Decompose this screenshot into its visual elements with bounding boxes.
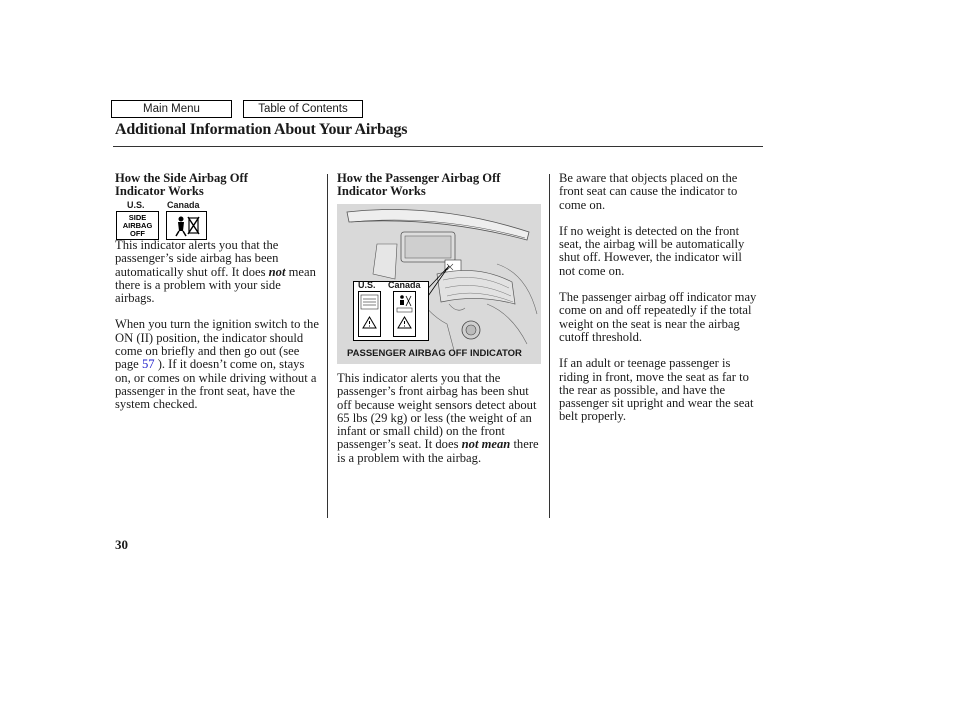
label-canada: Canada <box>167 200 200 210</box>
fig-label-us: U.S. <box>358 280 376 290</box>
main-menu-button[interactable]: Main Menu <box>111 100 232 118</box>
label-us: U.S. <box>127 200 145 210</box>
column-passenger-airbag <box>337 172 542 199</box>
heading-line: Indicator Works <box>337 184 426 199</box>
passenger-airbag-para <box>337 372 542 465</box>
note-para-3: The passenger airbag off indicator may come on and off repeatedly if the total weight on the seat is near the airbag cutoff threshold. <box>559 290 757 344</box>
column-divider-1 <box>327 174 328 518</box>
heading-line: How the Side Airbag Off <box>115 171 248 185</box>
title-divider <box>113 146 763 147</box>
emphasis-text: not mean <box>461 437 511 452</box>
icon-text-line: OFF <box>130 229 145 238</box>
note-para-1: Be aware that objects placed on the front seat can cause the indicator to come on. <box>559 171 738 212</box>
passenger-airbag-off-us-icon <box>358 291 381 337</box>
fig-label-canada: Canada <box>388 280 421 290</box>
para-text: mean there is a problem with your side airbags. <box>115 264 316 306</box>
column-notes <box>559 172 761 424</box>
side-airbag-body <box>115 239 320 412</box>
para-text: ). If it doesn’t come on, stays on, or comes on while driving without a passenger in the front seat, have the system checked. <box>115 357 317 412</box>
heading-line: Indicator Works <box>115 184 204 199</box>
passenger-airbag-body <box>337 372 542 465</box>
page-number: 30 <box>115 537 128 552</box>
para-text: there is a problem with the airbag. <box>337 437 539 465</box>
side-airbag-para1 <box>115 239 320 305</box>
column-divider-2 <box>549 174 550 518</box>
heading-line: How the Passenger Airbag Off <box>337 171 501 185</box>
side-airbag-off-canada-icon <box>166 211 207 240</box>
para-text: When you turn the ignition switch to the ON (II) position, the indicator should come on briefly and then go out (see page <box>115 317 319 372</box>
note-para-2: If no weight is detected on the front seat, the airbag will be automatically shut off. However, the indicator will not come on. <box>559 223 745 278</box>
dashboard-illustration <box>337 204 541 364</box>
icon-text-line: SIDE <box>128 213 147 222</box>
column-side-airbag <box>115 172 320 199</box>
page-title: Additional Information About Your Airbags <box>115 121 408 138</box>
icon-text-line: AIRBAG <box>122 221 153 230</box>
passenger-airbag-heading <box>337 172 542 199</box>
side-airbag-off-us-icon <box>116 211 159 240</box>
note-para-4: If an adult or teenage passenger is riding in front, move the seat as far to the rear as possible, and have the passenger sit upright and wear the seat belt properly. <box>559 356 754 424</box>
page-57-link[interactable]: 57 <box>141 357 155 372</box>
table-of-contents-button[interactable]: Table of Contents <box>243 100 363 118</box>
side-airbag-para2 <box>115 318 320 411</box>
emphasis-text: not <box>268 264 286 279</box>
passenger-airbag-off-canada-icon <box>393 291 416 337</box>
para-text: This indicator alerts you that the passenger’s side airbag has been automatically shut off. It does <box>115 238 279 279</box>
side-airbag-heading <box>115 172 320 199</box>
para-text: This indicator alerts you that the passenger’s front airbag has been shut off because weight sensors detect about 65 lbs (29 kg) or less (the weight of an infant or small child) on the front passenger’s seat. It does <box>337 371 537 452</box>
figure-caption: PASSENGER AIRBAG OFF INDICATOR <box>347 348 522 359</box>
